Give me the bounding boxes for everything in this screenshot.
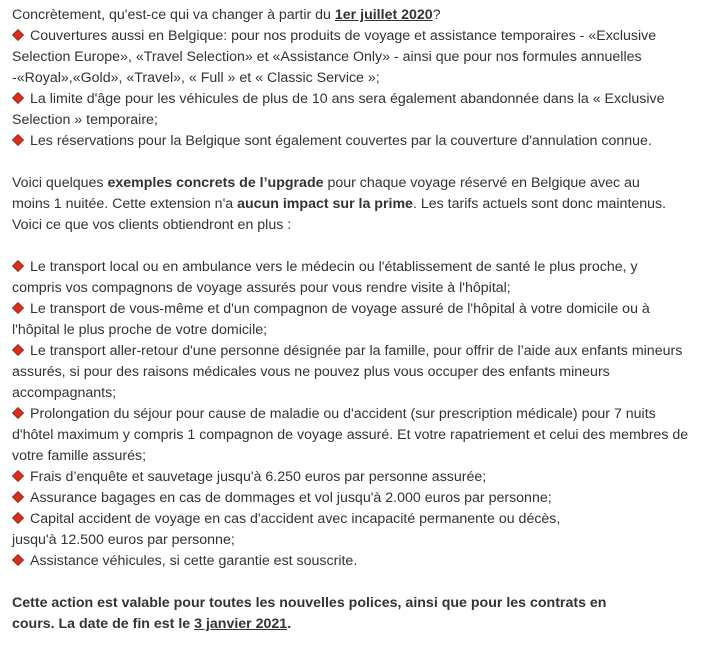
red-diamond-icon: [12, 470, 24, 482]
start-date: 1er juillet 2020: [334, 7, 433, 23]
red-diamond-icon: [12, 29, 24, 41]
list-item-continuation: accompagnants;: [12, 385, 117, 401]
list-item: Couvertures aussi en Belgique: pour nos produits de voyage et assistance temporaires - «Exclusive: [12, 26, 693, 47]
list-item: Le transport de vous-même et d'un compagnon de voyage assuré de l'hôpital à votre domicile ou à: [12, 299, 693, 320]
list-item-continuation: votre famille assurés;: [12, 448, 147, 464]
spacer: [12, 152, 693, 173]
red-diamond-icon: [12, 302, 24, 314]
red-diamond-icon: [12, 554, 24, 566]
benefits-list: [12, 257, 693, 572]
spacer: [12, 236, 693, 257]
list-item: La limite d'âge pour les véhicules de plus de 10 ans sera également abandonnée dans la « Exclusive: [12, 89, 693, 110]
list-item: Les réservations pour la Belgique sont également couvertes par la couverture d'annulation connue.: [12, 131, 693, 152]
list-item: Capital accident de voyage en cas d'accident avec incapacité permanente ou décès,: [12, 509, 693, 530]
closing-paragraph: Cette action est valable pour toutes les nouvelles polices, ainsi que pour les contrats en cours. La date de fin est le 3 janvier 2021.: [12, 595, 607, 632]
intro-text: Concrètement, qu'est-ce qui va changer à partir du: [12, 7, 335, 23]
changes-list: [12, 26, 693, 152]
list-item-continuation: -«Royal»,«Gold», «Travel», « Full » et « Classic Service »;: [12, 70, 380, 86]
list-item-continuation: assurés, si pour des raisons médicales vous ne pouvez plus vous occuper des enfants mineurs: [12, 364, 610, 380]
intro-line: [12, 5, 693, 26]
examples-intro: Voici quelques exemples concrets de l’upgrade pour chaque voyage réservé en Belgique avec au moins 1 nuitée. Cette extension n'a aucun impact sur la prime. Les tarifs actuels sont donc maintenus. Voici ce que vos clients obtiendront en plus :: [12, 175, 667, 233]
list-item: Assurance bagages en cas de dommages et vol jusqu'à 2.000 euros par personne;: [12, 488, 693, 509]
list-item: Assistance véhicules, si cette garantie est souscrite.: [12, 551, 693, 572]
red-diamond-icon: [12, 134, 24, 146]
list-item: Prolongation du séjour pour cause de maladie ou d'accident (sur prescription médicale) pour 7 nuits: [12, 404, 693, 425]
list-item: Frais d’enquête et sauvetage jusqu'à 6.250 euros par personne assurée;: [12, 467, 693, 488]
list-item-continuation: d'hôtel maximum y compris 1 compagnon de voyage assuré. Et votre rapatriement et celui des membres de: [12, 427, 689, 443]
red-diamond-icon: [12, 344, 24, 356]
list-item-continuation: jusqu'à 12.500 euros par personne;: [12, 532, 235, 548]
list-item-continuation: Selection Europe», «Travel Selection» et «Assistance Only» - ainsi que pour nos formules annuelles: [12, 49, 642, 65]
list-item-continuation: Selection » temporaire;: [12, 112, 158, 128]
red-diamond-icon: [12, 407, 24, 419]
red-diamond-icon: [12, 260, 24, 272]
list-item: Le transport local ou en ambulance vers le médecin ou l'établissement de santé le plus proche, y: [12, 257, 693, 278]
list-item: Le transport aller-retour d'une personne désignée par la famille, pour offrir de l’aide aux enfants mineurs: [12, 341, 693, 362]
list-item-continuation: compris vos compagnons de voyage assurés pour vous rendre visite à l'hôpital;: [12, 280, 511, 296]
red-diamond-icon: [12, 92, 24, 104]
upgrade-emphasis: exemples concrets de l’upgrade: [107, 175, 324, 191]
spacer: [12, 572, 693, 593]
end-date: 3 janvier 2021: [194, 616, 288, 632]
premium-emphasis: aucun impact sur la prime: [237, 196, 413, 212]
red-diamond-icon: [12, 512, 24, 524]
list-item-continuation: l'hôpital le plus proche de votre domicile;: [12, 322, 268, 338]
intro-suffix: ?: [432, 7, 441, 23]
red-diamond-icon: [12, 491, 24, 503]
